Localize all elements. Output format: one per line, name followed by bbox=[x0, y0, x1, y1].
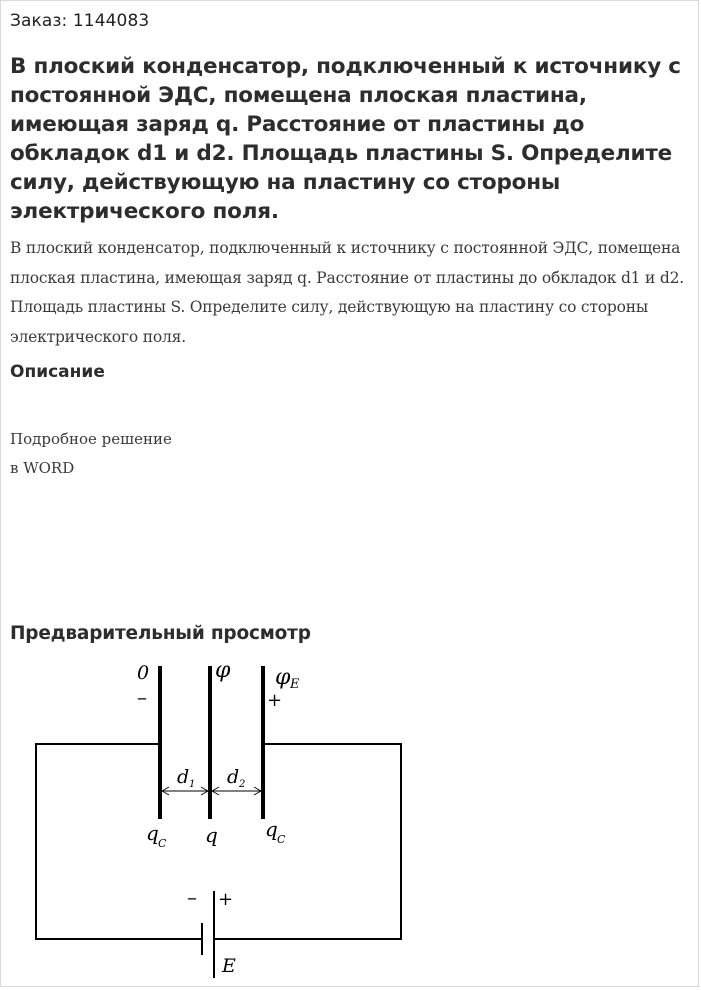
qc-right-label: q bbox=[265, 817, 278, 841]
minus-sign-top: – bbox=[137, 685, 147, 709]
battery-minus-sign: – bbox=[187, 885, 197, 909]
phi-e-label: φ bbox=[275, 665, 291, 690]
battery-plus-sign: + bbox=[218, 889, 234, 910]
task-text: В плоский конденсатор, подключенный к источнику с постоянной ЭДС, помещена плоская пластина, имеющая заряд q. Расстояние от пластины до обкладок d1 и d2. Площадь пластины S. Определите силу, действующую на пластину со стороны электрического поля. bbox=[10, 239, 685, 346]
qc-left-subscript: C bbox=[158, 837, 167, 850]
plus-sign-top: + bbox=[267, 690, 283, 711]
description-heading: Описание bbox=[10, 362, 105, 382]
potential-zero-label: 0 bbox=[137, 662, 150, 684]
preview-heading: Предварительный просмотр bbox=[10, 623, 311, 644]
order-number: Заказ: 1144083 bbox=[10, 11, 150, 31]
d1-subscript: 1 bbox=[189, 779, 196, 790]
d2-subscript: 2 bbox=[239, 779, 246, 790]
phi-label: φ bbox=[215, 658, 231, 683]
description-line-2: в WORD bbox=[10, 459, 75, 477]
qc-right-subscript: C bbox=[277, 833, 286, 846]
d1-label: d bbox=[177, 766, 190, 788]
q-middle-label: q bbox=[205, 823, 218, 847]
description-text bbox=[10, 425, 172, 483]
phi-e-subscript: E bbox=[290, 677, 300, 692]
description-line-1: Подробное решение bbox=[10, 430, 172, 448]
right-wire bbox=[214, 744, 401, 939]
capacitor-circuit-diagram bbox=[1, 651, 431, 990]
qc-left-label: q bbox=[146, 821, 159, 845]
d2-label: d bbox=[227, 766, 240, 788]
task-title: В плоский конденсатор, подключенный к источнику с постоянной ЭДС, помещена плоская пластина, имеющая заряд q. Расстояние от пластины до обкладок d1 и d2. Площадь пластины S. Определите силу, действующую на пластину со стороны электрического поля. bbox=[10, 54, 681, 224]
emf-label: E bbox=[222, 955, 236, 977]
